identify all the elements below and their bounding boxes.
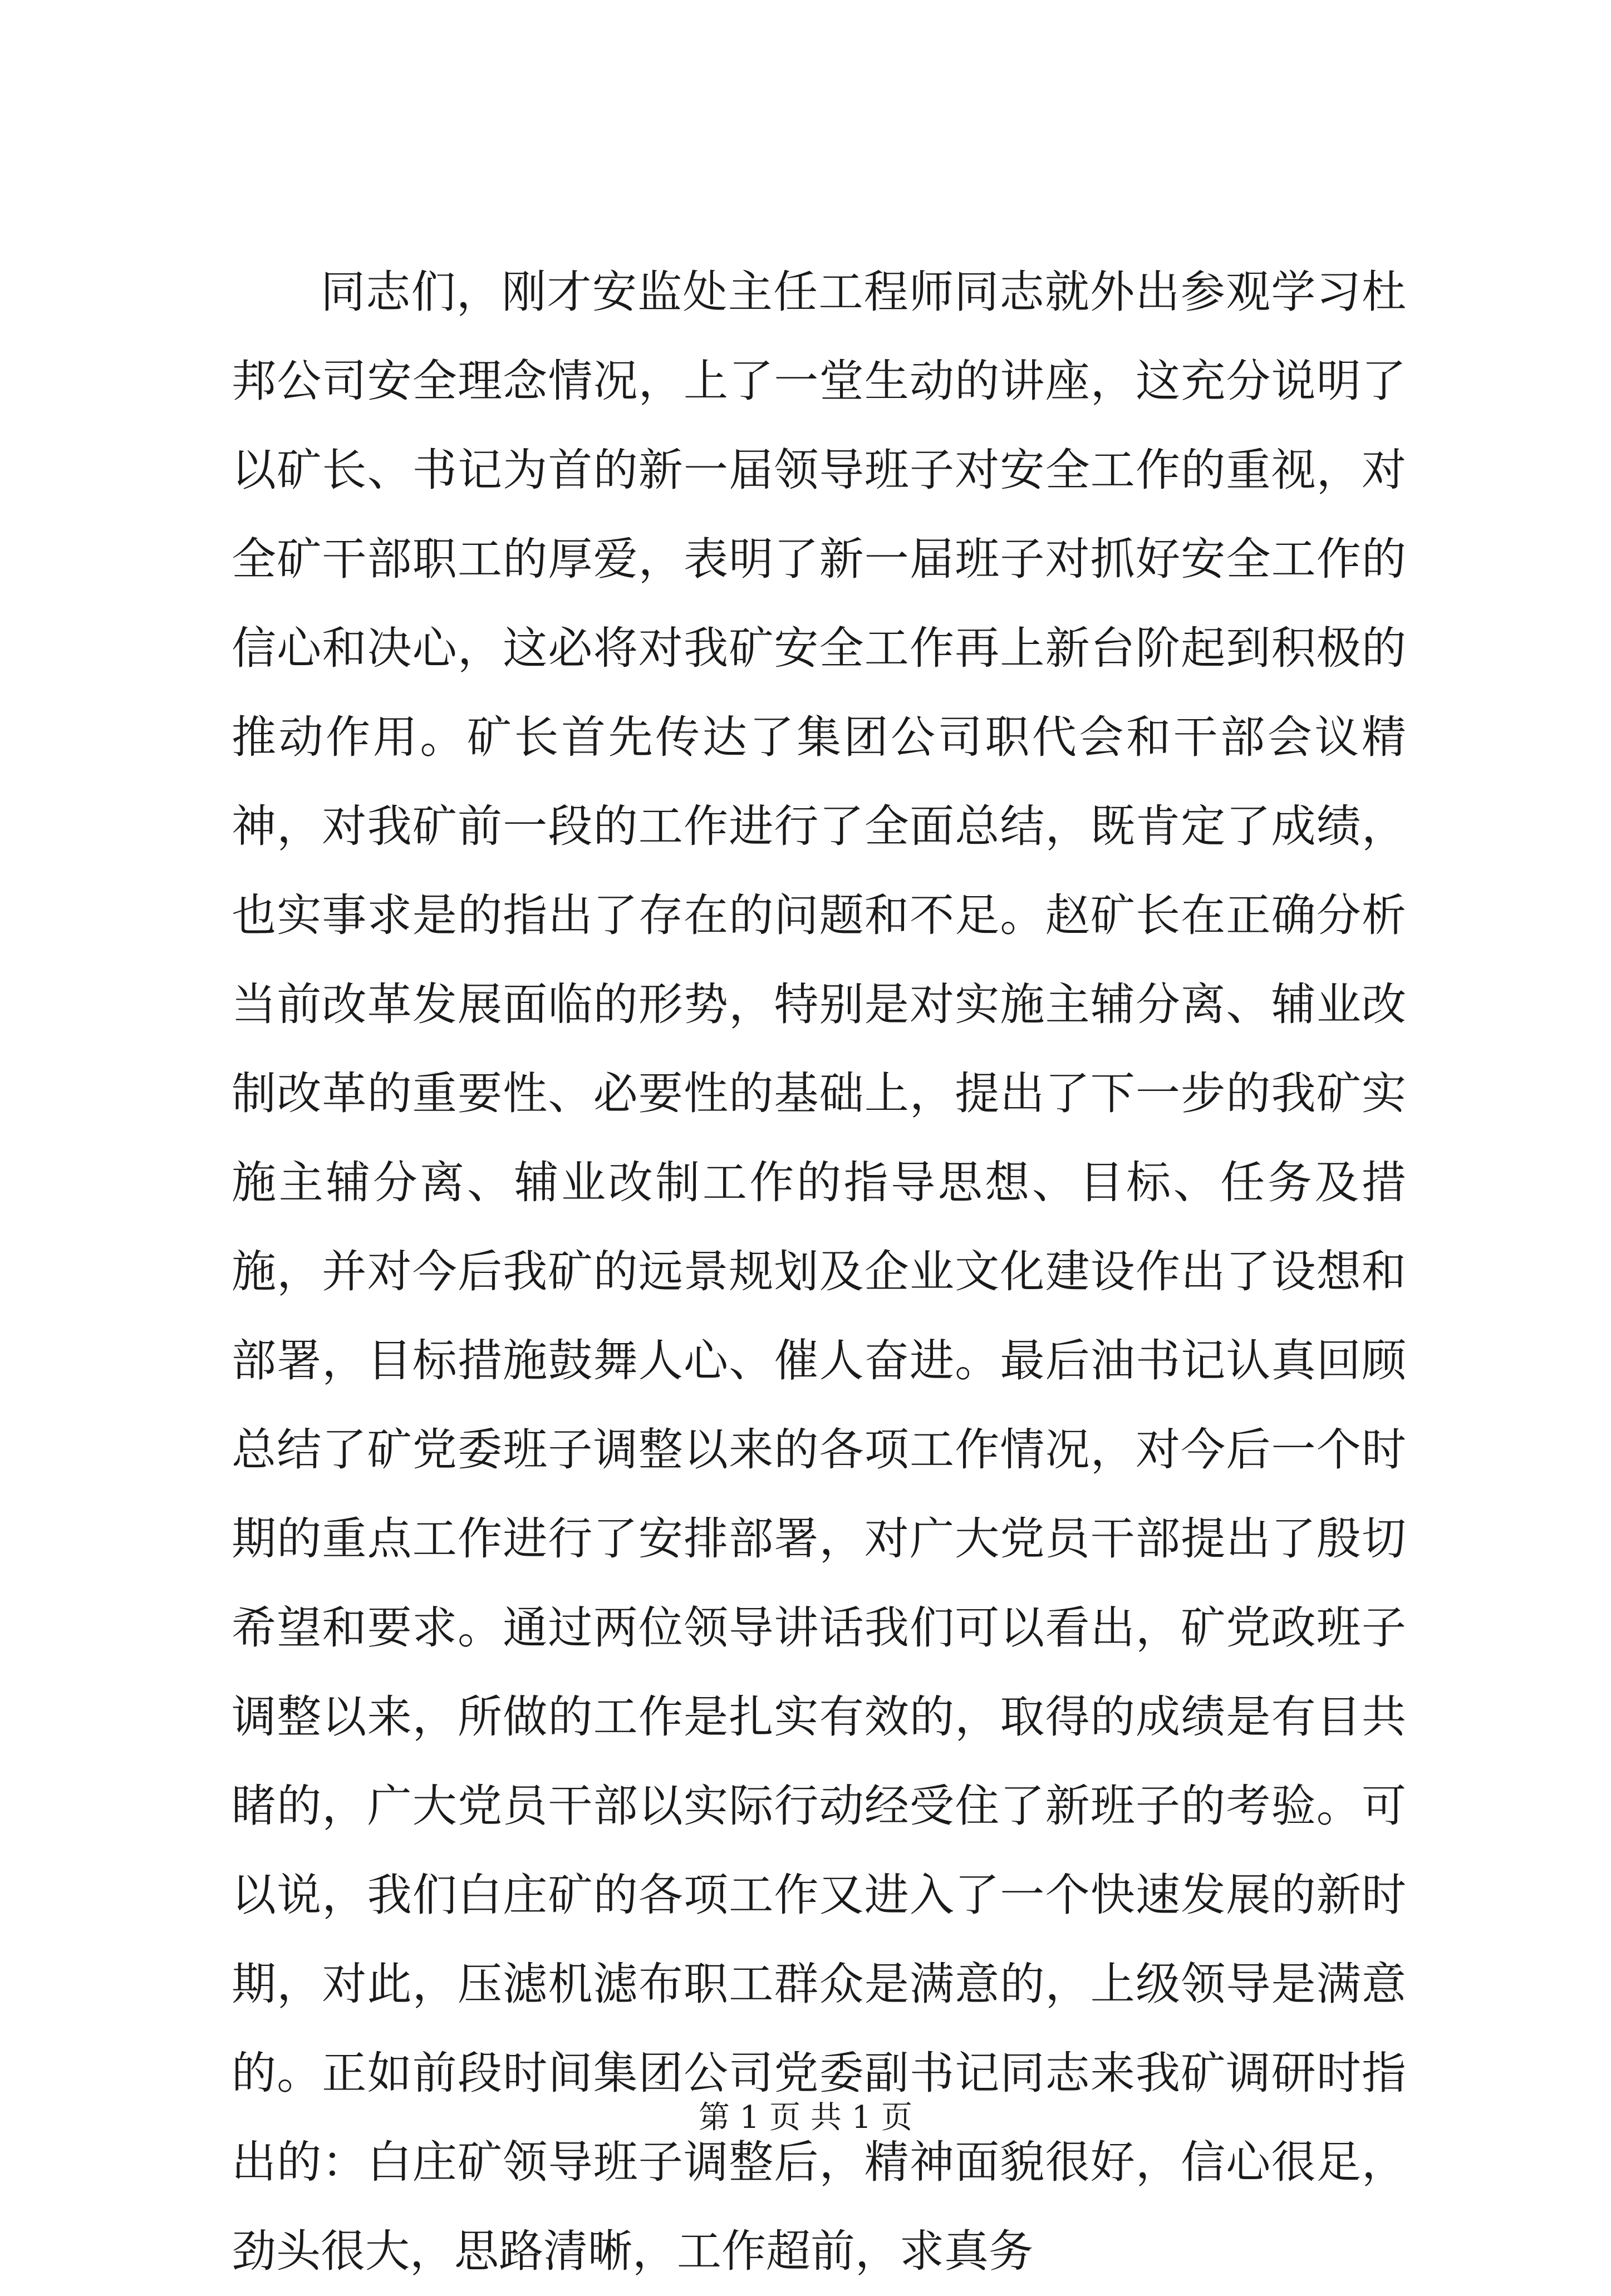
body-paragraph: 同志们，刚才安监处主任工程师同志就外出参观学习杜邦公司安全理念情况，上了一堂生动的讲座，这充分说明了以矿长、书记为首的新一届领导班子对安全工作的重视，对全矿干部职工的厚爱，表明了新一届班子对抓好安全工作的信心和决心，这必将对我矿安全工作再上新台阶起到积极的推动作用。矿长首先传达了集团公司职代会和干部会议精神，对我矿前一段的工作进行了全面总结，既肯定了成绩，也实事求是的指出了存在的问题和不足。赵矿长在正确分析当前改革发展面临的形势，特别是对实施主辅分离、辅业改制改革的重要性、必要性的基础上，提出了下一步的我矿实施主辅分离、辅业改制工作的指导思想、目标、任务及措施，并对今后我矿的远景规划及企业文化建设作出了设想和部署，目标措施鼓舞人心、催人奋进。最后油书记认真回顾总结了矿党委班子调整以来的各项工作情况，对今后一个时期的重点工作进行了安排部署，对广大党员干部提出了殷切希望和要求。通过两位领导讲话我们可以看出，矿党政班子调整以来，所做的工作是扎实有效的，取得的成绩是有目共睹的，广大党员干部以实际行动经受住了新班子的考验。可以说，我们白庄矿的各项工作又进入了一个快速发展的新时期，对此，压滤机滤布职工群众是满意的，上级领导是满意的。正如前段时间集团公司党委副书记同志来我矿调研时指出的：白庄矿领导班子调整后，精神面貌很好，信心很足，劲头很大，思路清晰，工作超前，求真务	[232, 266, 1406, 2277]
page-footer: 第 1 页 共 1 页	[698, 2100, 913, 2136]
